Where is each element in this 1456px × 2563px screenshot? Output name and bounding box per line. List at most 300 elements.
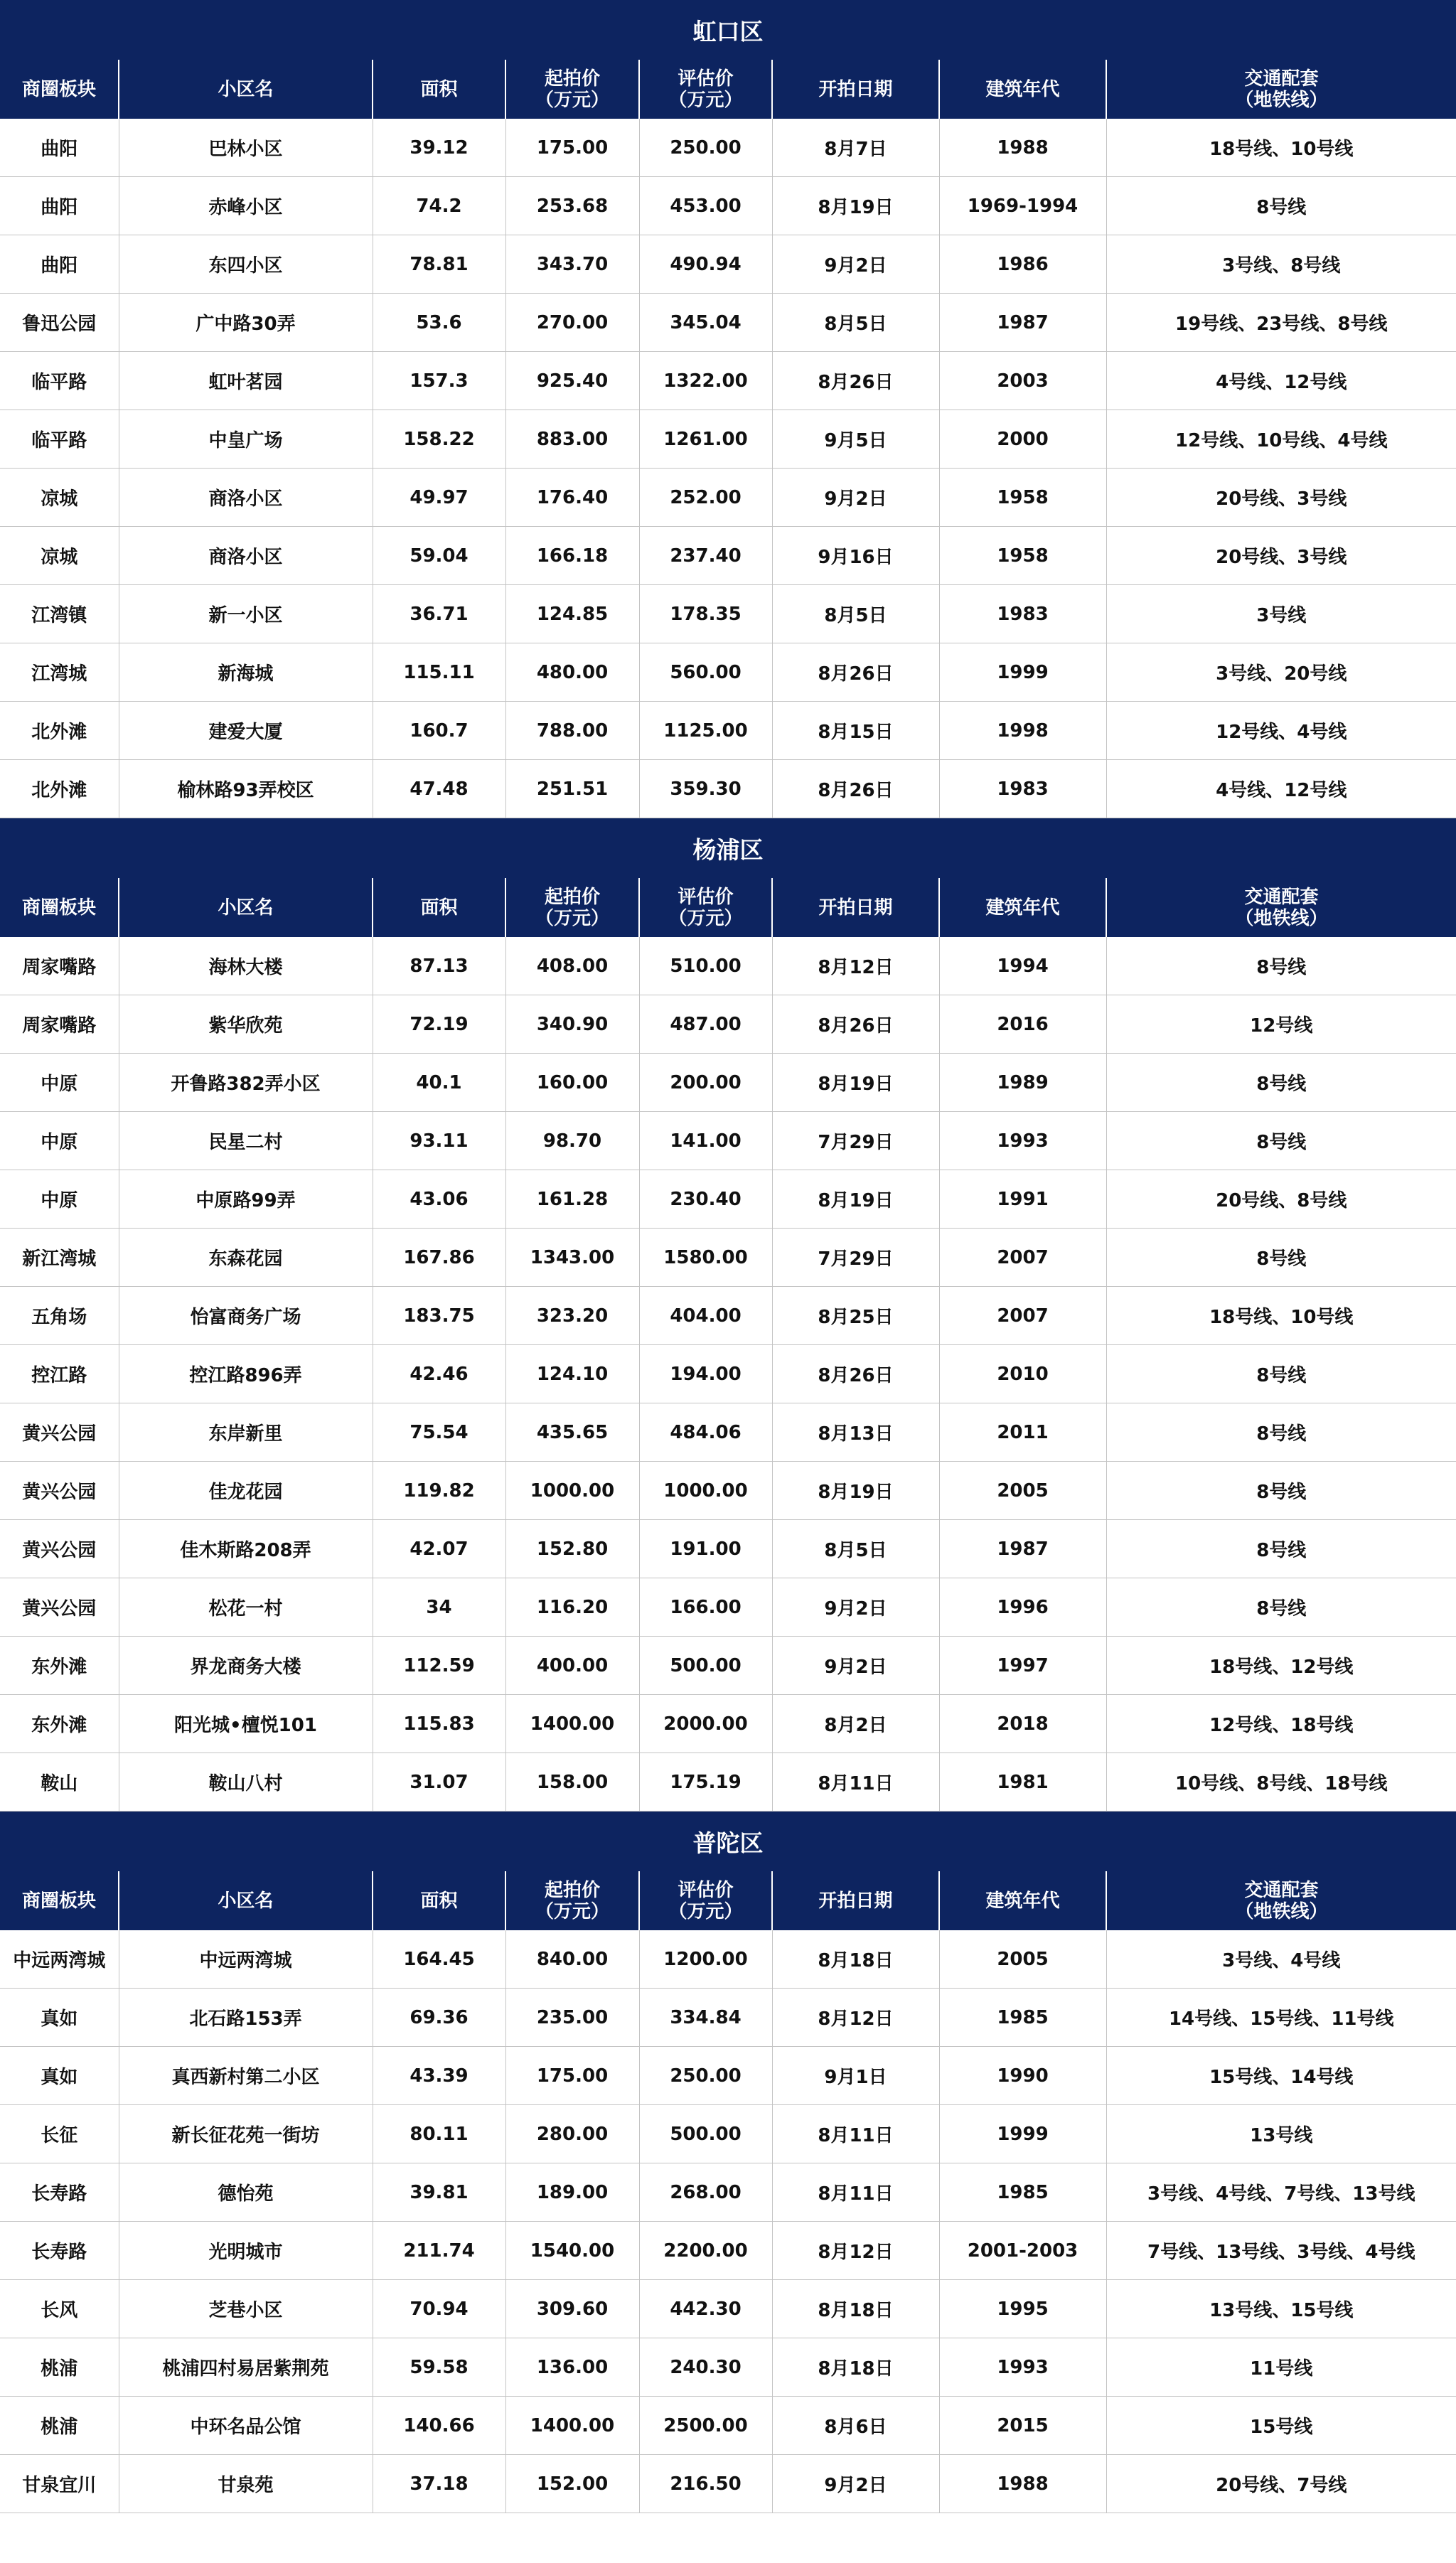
auction-date-cell: 8月2日 bbox=[772, 1695, 939, 1753]
metro-lines-cell: 18号线、10号线 bbox=[1106, 1287, 1456, 1345]
build-year-cell: 1996 bbox=[939, 1578, 1106, 1637]
district-title: 普陀区 bbox=[0, 1812, 1456, 1871]
build-year-cell: 1999 bbox=[939, 2105, 1106, 2163]
start-price-cell: 408.00 bbox=[505, 937, 639, 995]
district-cell: 东外滩 bbox=[0, 1637, 119, 1695]
district-cell: 黄兴公园 bbox=[0, 1403, 119, 1462]
table-row bbox=[0, 760, 1456, 818]
auction-date-cell: 8月12日 bbox=[772, 1989, 939, 2047]
col-header-eval-price-label: 评估价 bbox=[678, 68, 734, 90]
district-cell: 长风 bbox=[0, 2280, 119, 2338]
metro-lines-cell: 14号线、15号线、11号线 bbox=[1106, 1989, 1456, 2047]
area-cell: 40.1 bbox=[373, 1054, 505, 1112]
col-header-area bbox=[373, 1871, 505, 1930]
start-price-cell: 116.20 bbox=[505, 1578, 639, 1637]
metro-lines-cell: 3号线、20号线 bbox=[1106, 643, 1456, 702]
community-cell: 东森花园 bbox=[119, 1229, 373, 1287]
start-price-cell: 1343.00 bbox=[505, 1229, 639, 1287]
table-row bbox=[0, 643, 1456, 702]
build-year-cell: 1989 bbox=[939, 1054, 1106, 1112]
table-row bbox=[0, 2047, 1456, 2105]
build-year-cell: 1983 bbox=[939, 585, 1106, 643]
start-price-cell: 340.90 bbox=[505, 995, 639, 1054]
district-cell: 长寿路 bbox=[0, 2222, 119, 2280]
build-year-cell: 1986 bbox=[939, 235, 1106, 294]
table-row bbox=[0, 177, 1456, 235]
metro-lines-cell: 20号线、7号线 bbox=[1106, 2455, 1456, 2513]
area-cell: 34 bbox=[373, 1578, 505, 1637]
col-header-community bbox=[119, 60, 373, 119]
auction-date-cell: 8月18日 bbox=[772, 1930, 939, 1989]
build-year-cell: 1997 bbox=[939, 1637, 1106, 1695]
table-row bbox=[0, 1637, 1456, 1695]
metro-lines-cell: 12号线、4号线 bbox=[1106, 702, 1456, 760]
col-header-auction-date bbox=[772, 878, 939, 937]
table-row bbox=[0, 1112, 1456, 1170]
start-price-cell: 435.65 bbox=[505, 1403, 639, 1462]
col-header-eval-price bbox=[639, 60, 772, 119]
eval-price-cell: 141.00 bbox=[639, 1112, 772, 1170]
district-cell: 黄兴公园 bbox=[0, 1462, 119, 1520]
auction-date-cell: 8月5日 bbox=[772, 294, 939, 352]
build-year-cell: 1991 bbox=[939, 1170, 1106, 1229]
col-header-metro-label: 交通配套 bbox=[1244, 1879, 1319, 1901]
district-cell: 新江湾城 bbox=[0, 1229, 119, 1287]
col-header-build-year-label: 建筑年代 bbox=[985, 897, 1060, 919]
table-row bbox=[0, 469, 1456, 527]
metro-lines-cell: 18号线、12号线 bbox=[1106, 1637, 1456, 1695]
community-cell: 鞍山八村 bbox=[119, 1753, 373, 1812]
table-row bbox=[0, 1345, 1456, 1403]
eval-price-cell: 1125.00 bbox=[639, 702, 772, 760]
build-year-cell: 2005 bbox=[939, 1930, 1106, 1989]
build-year-cell: 1998 bbox=[939, 702, 1106, 760]
build-year-cell: 1958 bbox=[939, 469, 1106, 527]
table-row bbox=[0, 294, 1456, 352]
district-cell: 北外滩 bbox=[0, 760, 119, 818]
col-header-start-price-label: 起拍价 bbox=[544, 68, 600, 90]
build-year-cell: 2007 bbox=[939, 1287, 1106, 1345]
district-cell: 桃浦 bbox=[0, 2338, 119, 2397]
auction-date-cell: 8月19日 bbox=[772, 1462, 939, 1520]
col-header-build-year bbox=[939, 878, 1106, 937]
district-cell: 江湾镇 bbox=[0, 585, 119, 643]
table-row bbox=[0, 1403, 1456, 1462]
metro-lines-cell: 4号线、12号线 bbox=[1106, 352, 1456, 410]
col-header-start-price bbox=[505, 1871, 639, 1930]
build-year-cell: 2011 bbox=[939, 1403, 1106, 1462]
community-cell: 怡富商务广场 bbox=[119, 1287, 373, 1345]
start-price-cell: 400.00 bbox=[505, 1637, 639, 1695]
community-cell: 东岸新里 bbox=[119, 1403, 373, 1462]
area-cell: 158.22 bbox=[373, 410, 505, 469]
community-cell: 中环名品公馆 bbox=[119, 2397, 373, 2455]
header-row bbox=[0, 878, 1456, 937]
start-price-cell: 280.00 bbox=[505, 2105, 639, 2163]
col-header-start-price bbox=[505, 60, 639, 119]
district-cell: 临平路 bbox=[0, 410, 119, 469]
start-price-cell: 253.68 bbox=[505, 177, 639, 235]
col-header-start-price-unit: （万元） bbox=[535, 1900, 609, 1922]
metro-lines-cell: 3号线、4号线 bbox=[1106, 1930, 1456, 1989]
auction-date-cell: 9月16日 bbox=[772, 527, 939, 585]
metro-lines-cell: 3号线、8号线 bbox=[1106, 235, 1456, 294]
area-cell: 87.13 bbox=[373, 937, 505, 995]
col-header-eval-price-label: 评估价 bbox=[678, 1879, 734, 1901]
area-cell: 69.36 bbox=[373, 1989, 505, 2047]
auction-date-cell: 8月26日 bbox=[772, 760, 939, 818]
table-row bbox=[0, 119, 1456, 177]
community-cell: 甘泉苑 bbox=[119, 2455, 373, 2513]
area-cell: 47.48 bbox=[373, 760, 505, 818]
eval-price-cell: 1261.00 bbox=[639, 410, 772, 469]
start-price-cell: 175.00 bbox=[505, 119, 639, 177]
area-cell: 80.11 bbox=[373, 2105, 505, 2163]
district-cell: 周家嘴路 bbox=[0, 995, 119, 1054]
eval-price-cell: 230.40 bbox=[639, 1170, 772, 1229]
auction-date-cell: 8月12日 bbox=[772, 937, 939, 995]
auction-date-cell: 8月19日 bbox=[772, 177, 939, 235]
area-cell: 39.12 bbox=[373, 119, 505, 177]
area-cell: 93.11 bbox=[373, 1112, 505, 1170]
eval-price-cell: 1200.00 bbox=[639, 1930, 772, 1989]
col-header-community bbox=[119, 1871, 373, 1930]
eval-price-cell: 2000.00 bbox=[639, 1695, 772, 1753]
district-section bbox=[0, 1812, 1456, 2513]
auction-date-cell: 9月2日 bbox=[772, 1578, 939, 1637]
district-cell: 曲阳 bbox=[0, 177, 119, 235]
area-cell: 115.11 bbox=[373, 643, 505, 702]
district-cell: 凉城 bbox=[0, 527, 119, 585]
eval-price-cell: 560.00 bbox=[639, 643, 772, 702]
community-cell: 虹叶茗园 bbox=[119, 352, 373, 410]
col-header-area-label: 面积 bbox=[420, 78, 458, 100]
start-price-cell: 840.00 bbox=[505, 1930, 639, 1989]
table-row bbox=[0, 1753, 1456, 1812]
auction-date-cell: 8月26日 bbox=[772, 1345, 939, 1403]
district-cell: 黄兴公园 bbox=[0, 1520, 119, 1578]
table-row bbox=[0, 1695, 1456, 1753]
eval-price-cell: 359.30 bbox=[639, 760, 772, 818]
eval-price-cell: 2200.00 bbox=[639, 2222, 772, 2280]
auction-date-cell: 8月5日 bbox=[772, 585, 939, 643]
auction-date-cell: 8月18日 bbox=[772, 2280, 939, 2338]
metro-lines-cell: 8号线 bbox=[1106, 937, 1456, 995]
metro-lines-cell: 20号线、3号线 bbox=[1106, 469, 1456, 527]
col-header-eval-price-label: 评估价 bbox=[678, 886, 734, 908]
eval-price-cell: 1580.00 bbox=[639, 1229, 772, 1287]
col-header-area-label: 面积 bbox=[420, 1890, 458, 1912]
col-header-metro bbox=[1106, 878, 1456, 937]
district-cell: 桃浦 bbox=[0, 2397, 119, 2455]
eval-price-cell: 334.84 bbox=[639, 1989, 772, 2047]
start-price-cell: 235.00 bbox=[505, 1989, 639, 2047]
build-year-cell: 1987 bbox=[939, 294, 1106, 352]
col-header-district-label: 商圈板块 bbox=[21, 897, 96, 919]
metro-lines-cell: 15号线、14号线 bbox=[1106, 2047, 1456, 2105]
header-row bbox=[0, 60, 1456, 119]
auction-table bbox=[0, 60, 1456, 818]
col-header-eval-price bbox=[639, 878, 772, 937]
metro-lines-cell: 13号线、15号线 bbox=[1106, 2280, 1456, 2338]
community-cell: 民星二村 bbox=[119, 1112, 373, 1170]
table-row bbox=[0, 2163, 1456, 2222]
start-price-cell: 343.70 bbox=[505, 235, 639, 294]
metro-lines-cell: 15号线 bbox=[1106, 2397, 1456, 2455]
community-cell: 新海城 bbox=[119, 643, 373, 702]
auction-date-cell: 8月11日 bbox=[772, 2163, 939, 2222]
col-header-metro-unit: （地铁线） bbox=[1235, 907, 1328, 929]
district-cell: 北外滩 bbox=[0, 702, 119, 760]
start-price-cell: 152.00 bbox=[505, 2455, 639, 2513]
district-section bbox=[0, 818, 1456, 1812]
eval-price-cell: 237.40 bbox=[639, 527, 772, 585]
table-row bbox=[0, 2105, 1456, 2163]
table-row bbox=[0, 1229, 1456, 1287]
metro-lines-cell: 19号线、23号线、8号线 bbox=[1106, 294, 1456, 352]
table-body bbox=[0, 119, 1456, 818]
build-year-cell: 1990 bbox=[939, 2047, 1106, 2105]
eval-price-cell: 166.00 bbox=[639, 1578, 772, 1637]
build-year-cell: 2016 bbox=[939, 995, 1106, 1054]
community-cell: 松花一村 bbox=[119, 1578, 373, 1637]
start-price-cell: 175.00 bbox=[505, 2047, 639, 2105]
start-price-cell: 1400.00 bbox=[505, 2397, 639, 2455]
col-header-district-label: 商圈板块 bbox=[21, 1890, 96, 1912]
community-cell: 海林大楼 bbox=[119, 937, 373, 995]
col-header-start-price bbox=[505, 878, 639, 937]
district-cell: 鲁迅公园 bbox=[0, 294, 119, 352]
auction-date-cell: 9月2日 bbox=[772, 2455, 939, 2513]
area-cell: 31.07 bbox=[373, 1753, 505, 1812]
auction-date-cell: 8月6日 bbox=[772, 2397, 939, 2455]
metro-lines-cell: 20号线、3号线 bbox=[1106, 527, 1456, 585]
table-row bbox=[0, 2222, 1456, 2280]
area-cell: 43.06 bbox=[373, 1170, 505, 1229]
col-header-area bbox=[373, 878, 505, 937]
district-cell: 凉城 bbox=[0, 469, 119, 527]
eval-price-cell: 500.00 bbox=[639, 1637, 772, 1695]
start-price-cell: 309.60 bbox=[505, 2280, 639, 2338]
area-cell: 75.54 bbox=[373, 1403, 505, 1462]
area-cell: 49.97 bbox=[373, 469, 505, 527]
metro-lines-cell: 12号线、10号线、4号线 bbox=[1106, 410, 1456, 469]
eval-price-cell: 200.00 bbox=[639, 1054, 772, 1112]
build-year-cell: 2015 bbox=[939, 2397, 1106, 2455]
district-cell: 江湾城 bbox=[0, 643, 119, 702]
auction-date-cell: 8月19日 bbox=[772, 1054, 939, 1112]
col-header-build-year bbox=[939, 1871, 1106, 1930]
community-cell: 德怡苑 bbox=[119, 2163, 373, 2222]
area-cell: 167.86 bbox=[373, 1229, 505, 1287]
district-cell: 鞍山 bbox=[0, 1753, 119, 1812]
auction-date-cell: 8月11日 bbox=[772, 1753, 939, 1812]
eval-price-cell: 1322.00 bbox=[639, 352, 772, 410]
community-cell: 建爱大厦 bbox=[119, 702, 373, 760]
col-header-auction-date bbox=[772, 60, 939, 119]
col-header-start-price-unit: （万元） bbox=[535, 907, 609, 929]
start-price-cell: 1540.00 bbox=[505, 2222, 639, 2280]
build-year-cell: 1958 bbox=[939, 527, 1106, 585]
table-row bbox=[0, 352, 1456, 410]
table-row bbox=[0, 1578, 1456, 1637]
area-cell: 36.71 bbox=[373, 585, 505, 643]
col-header-district-label: 商圈板块 bbox=[21, 78, 96, 100]
area-cell: 42.46 bbox=[373, 1345, 505, 1403]
build-year-cell: 2000 bbox=[939, 410, 1106, 469]
community-cell: 佳木斯路208弄 bbox=[119, 1520, 373, 1578]
build-year-cell: 1995 bbox=[939, 2280, 1106, 2338]
build-year-cell: 1993 bbox=[939, 2338, 1106, 2397]
table-row bbox=[0, 1930, 1456, 1989]
community-cell: 芝巷小区 bbox=[119, 2280, 373, 2338]
start-price-cell: 323.20 bbox=[505, 1287, 639, 1345]
build-year-cell: 1987 bbox=[939, 1520, 1106, 1578]
auction-date-cell: 8月11日 bbox=[772, 2105, 939, 2163]
col-header-eval-price-unit: （万元） bbox=[668, 89, 743, 111]
table-row bbox=[0, 1170, 1456, 1229]
area-cell: 78.81 bbox=[373, 235, 505, 294]
metro-lines-cell: 8号线 bbox=[1106, 1578, 1456, 1637]
auction-date-cell: 7月29日 bbox=[772, 1229, 939, 1287]
col-header-area bbox=[373, 60, 505, 119]
auction-date-cell: 8月26日 bbox=[772, 995, 939, 1054]
district-section bbox=[0, 0, 1456, 818]
col-header-start-price-label: 起拍价 bbox=[544, 886, 600, 908]
eval-price-cell: 252.00 bbox=[639, 469, 772, 527]
eval-price-cell: 345.04 bbox=[639, 294, 772, 352]
metro-lines-cell: 11号线 bbox=[1106, 2338, 1456, 2397]
metro-lines-cell: 3号线、4号线、7号线、13号线 bbox=[1106, 2163, 1456, 2222]
area-cell: 164.45 bbox=[373, 1930, 505, 1989]
metro-lines-cell: 8号线 bbox=[1106, 1345, 1456, 1403]
start-price-cell: 270.00 bbox=[505, 294, 639, 352]
col-header-auction-date-label: 开拍日期 bbox=[818, 897, 893, 919]
col-header-build-year-label: 建筑年代 bbox=[985, 1890, 1060, 1912]
district-cell: 中原 bbox=[0, 1170, 119, 1229]
community-cell: 控江路896弄 bbox=[119, 1345, 373, 1403]
table-row bbox=[0, 2280, 1456, 2338]
start-price-cell: 788.00 bbox=[505, 702, 639, 760]
col-header-build-year bbox=[939, 60, 1106, 119]
table-body bbox=[0, 937, 1456, 1812]
build-year-cell: 1988 bbox=[939, 2455, 1106, 2513]
eval-price-cell: 1000.00 bbox=[639, 1462, 772, 1520]
build-year-cell: 1985 bbox=[939, 1989, 1106, 2047]
eval-price-cell: 240.30 bbox=[639, 2338, 772, 2397]
table-row bbox=[0, 1520, 1456, 1578]
col-header-start-price-unit: （万元） bbox=[535, 89, 609, 111]
start-price-cell: 136.00 bbox=[505, 2338, 639, 2397]
eval-price-cell: 442.30 bbox=[639, 2280, 772, 2338]
auction-date-cell: 8月13日 bbox=[772, 1403, 939, 1462]
district-cell: 临平路 bbox=[0, 352, 119, 410]
district-cell: 中原 bbox=[0, 1054, 119, 1112]
district-cell: 长征 bbox=[0, 2105, 119, 2163]
district-cell: 中原 bbox=[0, 1112, 119, 1170]
community-cell: 北石路153弄 bbox=[119, 1989, 373, 2047]
build-year-cell: 1994 bbox=[939, 937, 1106, 995]
table-row bbox=[0, 235, 1456, 294]
eval-price-cell: 268.00 bbox=[639, 2163, 772, 2222]
build-year-cell: 2010 bbox=[939, 1345, 1106, 1403]
metro-lines-cell: 12号线 bbox=[1106, 995, 1456, 1054]
community-cell: 广中路30弄 bbox=[119, 294, 373, 352]
start-price-cell: 480.00 bbox=[505, 643, 639, 702]
area-cell: 43.39 bbox=[373, 2047, 505, 2105]
auction-date-cell: 8月26日 bbox=[772, 352, 939, 410]
build-year-cell: 1988 bbox=[939, 119, 1106, 177]
area-cell: 72.19 bbox=[373, 995, 505, 1054]
table-row bbox=[0, 2455, 1456, 2513]
start-price-cell: 189.00 bbox=[505, 2163, 639, 2222]
start-price-cell: 1400.00 bbox=[505, 1695, 639, 1753]
metro-lines-cell: 8号线 bbox=[1106, 1403, 1456, 1462]
auction-date-cell: 9月2日 bbox=[772, 235, 939, 294]
table-row bbox=[0, 1462, 1456, 1520]
area-cell: 74.2 bbox=[373, 177, 505, 235]
eval-price-cell: 500.00 bbox=[639, 2105, 772, 2163]
col-header-community-label: 小区名 bbox=[218, 78, 274, 100]
community-cell: 东四小区 bbox=[119, 235, 373, 294]
area-cell: 211.74 bbox=[373, 2222, 505, 2280]
community-cell: 中皇广场 bbox=[119, 410, 373, 469]
start-price-cell: 124.10 bbox=[505, 1345, 639, 1403]
col-header-auction-date-label: 开拍日期 bbox=[818, 78, 893, 100]
community-cell: 界龙商务大楼 bbox=[119, 1637, 373, 1695]
col-header-start-price-label: 起拍价 bbox=[544, 1879, 600, 1901]
area-cell: 53.6 bbox=[373, 294, 505, 352]
eval-price-cell: 250.00 bbox=[639, 119, 772, 177]
community-cell: 商洛小区 bbox=[119, 469, 373, 527]
area-cell: 115.83 bbox=[373, 1695, 505, 1753]
metro-lines-cell: 8号线 bbox=[1106, 177, 1456, 235]
start-price-cell: 883.00 bbox=[505, 410, 639, 469]
col-header-metro bbox=[1106, 60, 1456, 119]
auction-date-cell: 8月19日 bbox=[772, 1170, 939, 1229]
eval-price-cell: 510.00 bbox=[639, 937, 772, 995]
metro-lines-cell: 4号线、12号线 bbox=[1106, 760, 1456, 818]
build-year-cell: 2005 bbox=[939, 1462, 1106, 1520]
area-cell: 157.3 bbox=[373, 352, 505, 410]
build-year-cell: 1985 bbox=[939, 2163, 1106, 2222]
district-cell: 真如 bbox=[0, 2047, 119, 2105]
col-header-eval-price bbox=[639, 1871, 772, 1930]
area-cell: 70.94 bbox=[373, 2280, 505, 2338]
col-header-district bbox=[0, 1871, 119, 1930]
metro-lines-cell: 10号线、8号线、18号线 bbox=[1106, 1753, 1456, 1812]
col-header-community-label: 小区名 bbox=[218, 1890, 274, 1912]
community-cell: 榆林路93弄校区 bbox=[119, 760, 373, 818]
metro-lines-cell: 8号线 bbox=[1106, 1112, 1456, 1170]
area-cell: 183.75 bbox=[373, 1287, 505, 1345]
header-row bbox=[0, 1871, 1456, 1930]
start-price-cell: 98.70 bbox=[505, 1112, 639, 1170]
build-year-cell: 2001-2003 bbox=[939, 2222, 1106, 2280]
table-row bbox=[0, 2338, 1456, 2397]
community-cell: 开鲁路382弄小区 bbox=[119, 1054, 373, 1112]
metro-lines-cell: 8号线 bbox=[1106, 1054, 1456, 1112]
eval-price-cell: 178.35 bbox=[639, 585, 772, 643]
district-cell: 曲阳 bbox=[0, 119, 119, 177]
col-header-area-label: 面积 bbox=[420, 897, 458, 919]
auction-date-cell: 8月26日 bbox=[772, 643, 939, 702]
col-header-eval-price-unit: （万元） bbox=[668, 1900, 743, 1922]
community-cell: 巴林小区 bbox=[119, 119, 373, 177]
metro-lines-cell: 12号线、18号线 bbox=[1106, 1695, 1456, 1753]
start-price-cell: 1000.00 bbox=[505, 1462, 639, 1520]
table-row bbox=[0, 527, 1456, 585]
